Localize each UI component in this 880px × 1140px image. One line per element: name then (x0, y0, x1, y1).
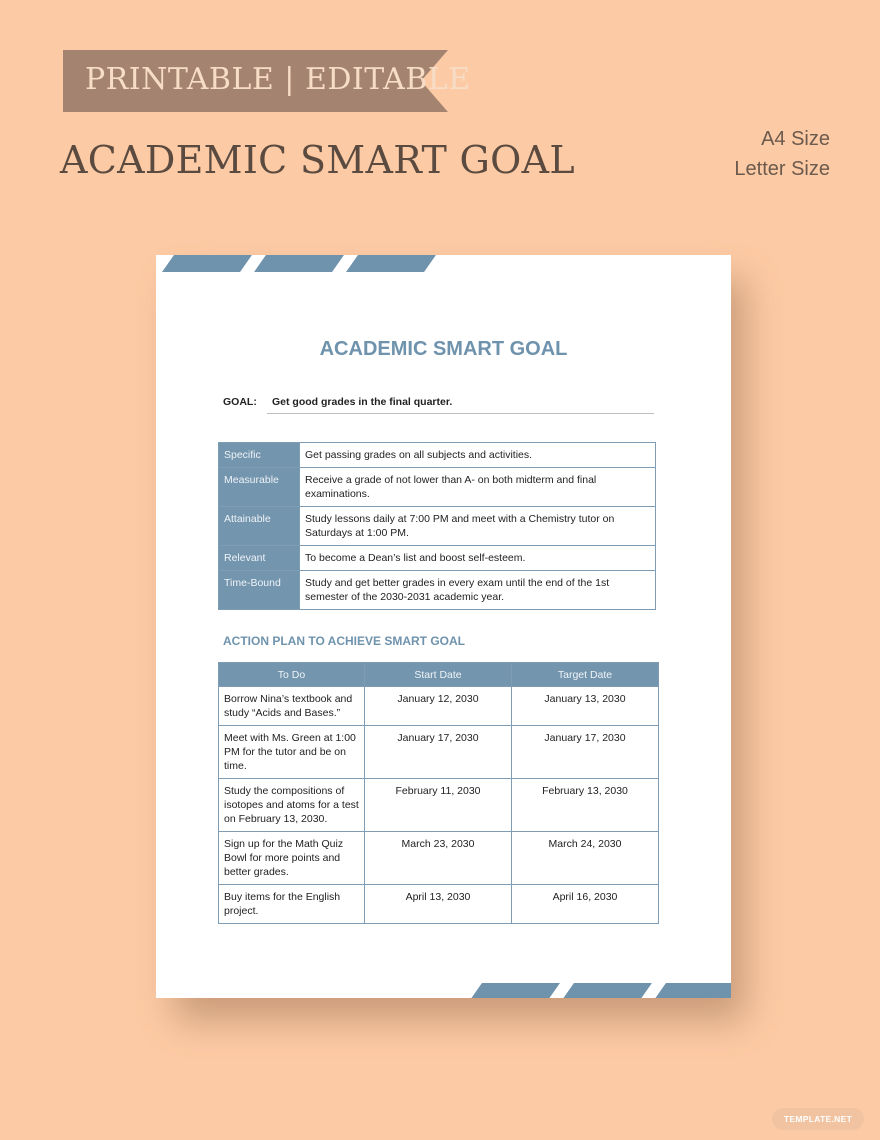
target-date-cell: March 24, 2030 (512, 832, 659, 885)
action-plan-heading: ACTION PLAN TO ACHIEVE SMART GOAL (223, 634, 466, 648)
target-date-cell: January 13, 2030 (512, 687, 659, 726)
smart-label: Relevant (219, 546, 300, 571)
col-header-todo: To Do (219, 663, 365, 687)
goal-label: GOAL: (223, 396, 257, 408)
todo-cell: Buy items for the English project. (219, 885, 365, 924)
col-header-start: Start Date (365, 663, 512, 687)
smart-table (218, 442, 656, 610)
table-row (219, 507, 656, 546)
start-date-cell: January 17, 2030 (365, 726, 512, 779)
smart-label: Measurable (219, 468, 300, 507)
decor-stripe (346, 255, 436, 272)
todo-cell: Sign up for the Math Quiz Bowl for more points and better grades. (219, 832, 365, 885)
table-row (219, 443, 656, 468)
table-header-row (219, 663, 659, 687)
col-header-target: Target Date (512, 663, 659, 687)
decor-stripe (562, 983, 652, 998)
size-letter: Letter Size (734, 158, 830, 180)
smart-label: Attainable (219, 507, 300, 546)
action-plan-table (218, 662, 659, 924)
banner-text: PRINTABLE | EDITABLE (85, 62, 471, 97)
target-date-cell: February 13, 2030 (512, 779, 659, 832)
table-row (219, 779, 659, 832)
todo-cell: Study the compositions of isotopes and atoms for a test on February 13, 2030. (219, 779, 365, 832)
decor-stripe (254, 255, 344, 272)
table-row (219, 832, 659, 885)
todo-cell: Borrow Nina’s textbook and study “Acids and Bases.” (219, 687, 365, 726)
start-date-cell: February 11, 2030 (365, 779, 512, 832)
start-date-cell: January 12, 2030 (365, 687, 512, 726)
smart-label: Specific (219, 443, 300, 468)
target-date-cell: April 16, 2030 (512, 885, 659, 924)
table-row (219, 687, 659, 726)
start-date-cell: March 23, 2030 (365, 832, 512, 885)
smart-text: Study and get better grades in every exam until the end of the 1st semester of the 2030-2031 academic year. (300, 571, 656, 610)
table-row (219, 468, 656, 507)
table-row (219, 885, 659, 924)
size-a4: A4 Size (761, 128, 830, 150)
watermark-logo: TEMPLATE.NET (772, 1108, 864, 1130)
decor-stripe (654, 983, 731, 998)
smart-label: Time-Bound (219, 571, 300, 610)
table-row (219, 546, 656, 571)
document-title: ACADEMIC SMART GOAL (319, 338, 568, 360)
smart-text: Study lessons daily at 7:00 PM and meet with a Chemistry tutor on Saturdays at 1:00 PM. (300, 507, 656, 546)
smart-text: Receive a grade of not lower than A- on both midterm and final examinations. (300, 468, 656, 507)
target-date-cell: January 17, 2030 (512, 726, 659, 779)
document-preview (156, 255, 731, 998)
page-title: ACADEMIC SMART GOAL (60, 138, 575, 182)
smart-text: Get passing grades on all subjects and activities. (300, 443, 656, 468)
size-options (734, 124, 830, 184)
decor-stripe (162, 255, 252, 272)
goal-underline (267, 413, 654, 414)
todo-cell: Meet with Ms. Green at 1:00 PM for the tutor and be on time. (219, 726, 365, 779)
decor-stripe (470, 983, 560, 998)
start-date-cell: April 13, 2030 (365, 885, 512, 924)
smart-text: To become a Dean’s list and boost self-esteem. (300, 546, 656, 571)
table-row (219, 726, 659, 779)
goal-text: Get good grades in the final quarter. (272, 396, 453, 408)
table-row (219, 571, 656, 610)
